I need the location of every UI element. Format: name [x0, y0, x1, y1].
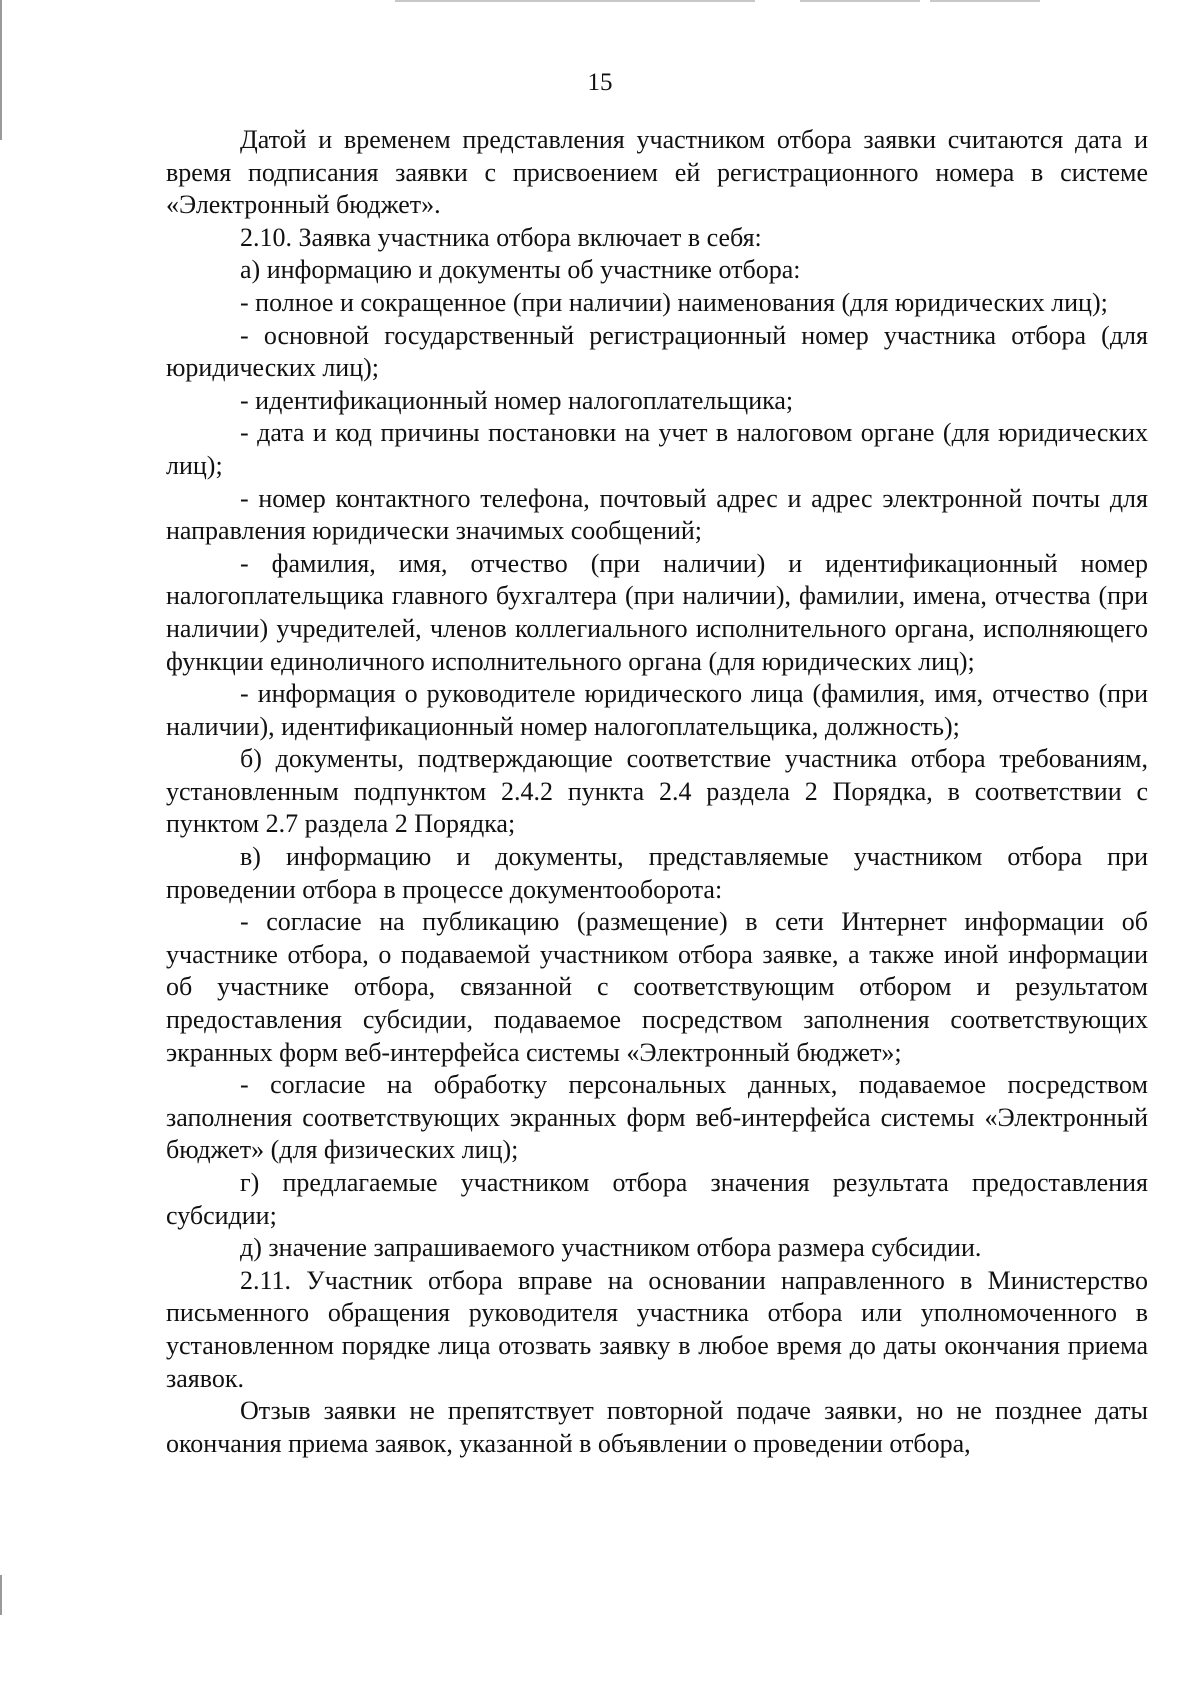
paragraph: Датой и временем представления участником отбора заявки считаются дата и время подписания заявки с присвоением ей регистрационного номера в системе «Электронный бюджет». [166, 125, 1148, 220]
paragraph: - полное и сокращенное (при наличии) наименования (для юридических лиц); [240, 287, 1108, 317]
paragraph: Отзыв заявки не препятствует повторной подаче заявки, но не позднее даты окончания приема заявок, указанной в объявлении о проведении отбора, [166, 1396, 1148, 1458]
paragraph: - дата и код причины постановки на учет в налоговом органе (для юридических лиц); [166, 418, 1148, 480]
paragraph: а) информацию и документы об участнике отбора: [240, 255, 801, 285]
paragraph: 2.11. Участник отбора вправе на основании направленного в Министерство письменного обращения руководителя участника отбора или уполномоченного в установленном порядке лица отозвать заявку в любое время до даты окончания приема заявок. [166, 1265, 1148, 1393]
paragraph: - информация о руководителе юридического лица (фамилия, имя, отчество (при наличии), идентификационный номер налогоплательщика, должность); [166, 679, 1148, 741]
paragraph: б) документы, подтверждающие соответствие участника отбора требованиям, установленным подпунктом 2.4.2 пункта 2.4 раздела 2 Порядка, в соответствии с пунктом 2.7 раздела 2 Порядка; [166, 744, 1148, 839]
scan-artifact-top [395, 0, 755, 2]
paragraph: - согласие на обработку персональных данных, подаваемое посредством заполнения соответствующих экранных форм веб-интерфейса системы «Электронный бюджет» (для физических лиц); [166, 1070, 1148, 1165]
paragraph: в) информацию и документы, представляемые участником отбора при проведении отбора в процессе документооборота: [166, 842, 1148, 904]
paragraph: - фамилия, имя, отчество (при наличии) и идентификационный номер налогоплательщика главного бухгалтера (при наличии), фамилии, имена, отчества (при наличии) учредителей, членов коллегиального исполнительного органа, исполняющего функции единоличного исполнительного органа (для юридических лиц); [166, 548, 1148, 676]
paragraph: г) предлагаемые участником отбора значения результата предоставления субсидии; [166, 1168, 1148, 1230]
paragraph: - основной государственный регистрационный номер участника отбора (для юридических лиц); [166, 320, 1148, 383]
paragraph: - номер контактного телефона, почтовый адрес и адрес электронной почты для направления юридически значимых сообщений; [166, 483, 1148, 546]
scan-artifact-left-edge [0, 1575, 2, 1615]
paragraph: - согласие на публикацию (размещение) в сети Интернет информации об участнике отбора, о подаваемой участником отбора заявке, а также иной информации об участнике отбора, связанной с соответствующим отбором и результатом предоставления субсидии, подаваемое посредством заполнения соответствующих экранных форм веб-интерфейса системы «Электронный бюджет»; [166, 907, 1148, 1067]
paragraph: 2.10. Заявка участника отбора включает в себя: [240, 222, 762, 252]
scan-artifact-top [800, 0, 920, 2]
scan-artifact-top [930, 0, 1040, 2]
paragraph: д) значение запрашиваемого участником отбора размера субсидии. [240, 1233, 982, 1263]
page-number: 15 [587, 69, 613, 96]
paragraph: - идентификационный номер налогоплательщика; [240, 385, 794, 415]
document-body [166, 124, 1148, 1460]
